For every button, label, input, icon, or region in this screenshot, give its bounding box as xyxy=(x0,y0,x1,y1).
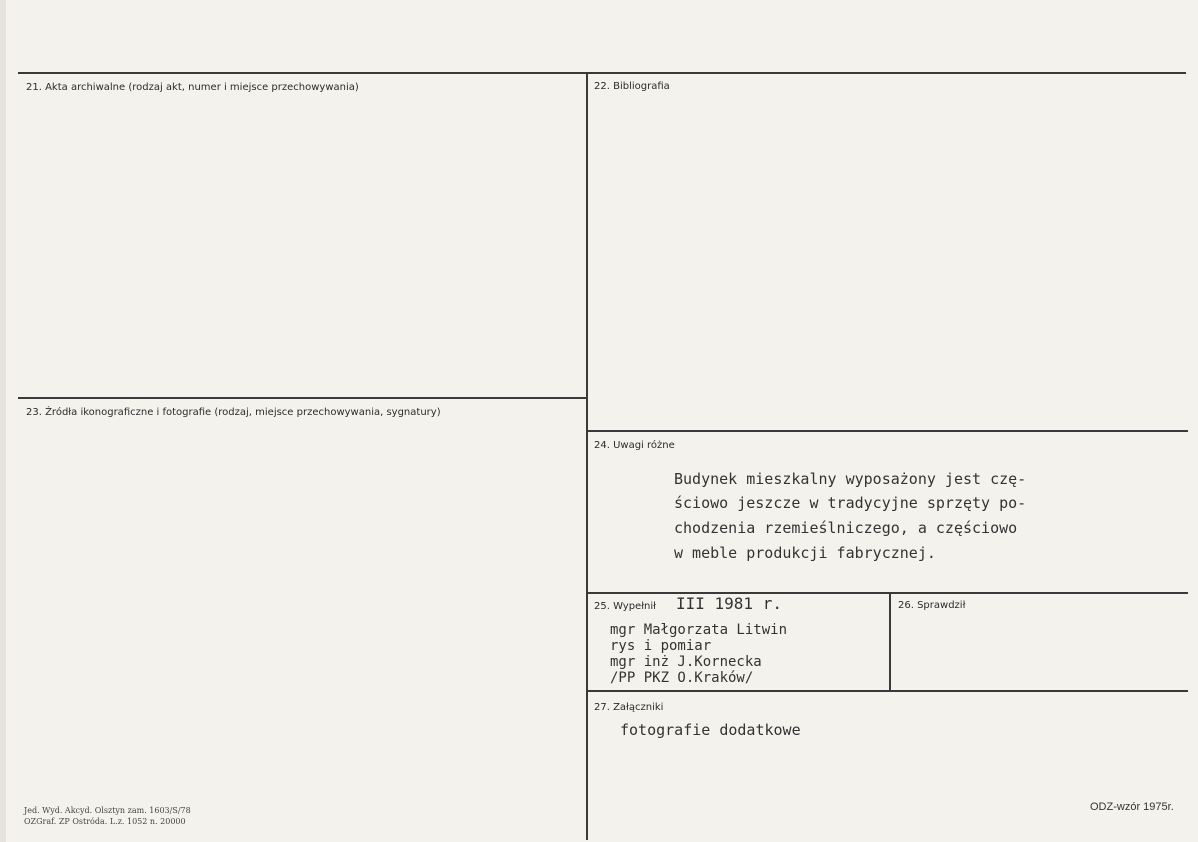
print-info-line-1: Jed. Wyd. Akcyd. Olsztyn zam. 1603/S/78 xyxy=(24,806,191,815)
top-rule xyxy=(18,72,1186,74)
attachments-value: fotografie dodatkowe xyxy=(620,721,801,739)
form-template-id: ODZ-wzór 1975r. xyxy=(1090,801,1174,813)
paper-edge xyxy=(0,0,6,842)
section-24-label: 24. Uwagi różne xyxy=(594,440,675,451)
vertical-divider-25-26 xyxy=(889,593,891,691)
remarks-line-2: ściowo jeszcze w tradycyjne sprzęty po- xyxy=(674,494,1027,512)
section-22-label: 22. Bibliografia xyxy=(594,81,670,92)
remarks-line-4: w meble produkcji fabrycznej. xyxy=(674,544,936,562)
right-divider-25-27 xyxy=(588,690,1188,692)
section-25-label: 25. Wypełnił xyxy=(594,601,657,612)
right-divider-22-24 xyxy=(588,430,1188,432)
section-26-label: 26. Sprawdził xyxy=(898,600,966,611)
section-27-label: 27. Załączniki xyxy=(594,702,664,713)
vertical-divider xyxy=(586,74,588,840)
remarks-line-1: Budynek mieszkalny wyposażony jest czę- xyxy=(674,470,1027,488)
section-23-label: 23. Źródła ikonograficzne i fotografie (rodzaj, miejsce przechowywania, sygnatury) xyxy=(26,407,441,418)
filled-by-line-3: mgr inż J.Kornecka xyxy=(610,654,762,670)
filled-by-line-2: rys i pomiar xyxy=(610,638,712,654)
remarks-line-3: chodzenia rzemieślniczego, a częściowo xyxy=(674,519,1018,537)
left-section-divider xyxy=(18,397,586,399)
section-21-label: 21. Akta archiwalne (rodzaj akt, numer i miejsce przechowywania) xyxy=(26,82,359,93)
filled-date: III 1981 r. xyxy=(676,594,782,613)
filled-by-line-4: /PP PKZ O.Kraków/ xyxy=(610,670,754,686)
print-info-line-2: OZGraf. ZP Ostróda. L.z. 1052 n. 20000 xyxy=(24,817,186,826)
filled-by-line-1: mgr Małgorzata Litwin xyxy=(610,622,788,638)
